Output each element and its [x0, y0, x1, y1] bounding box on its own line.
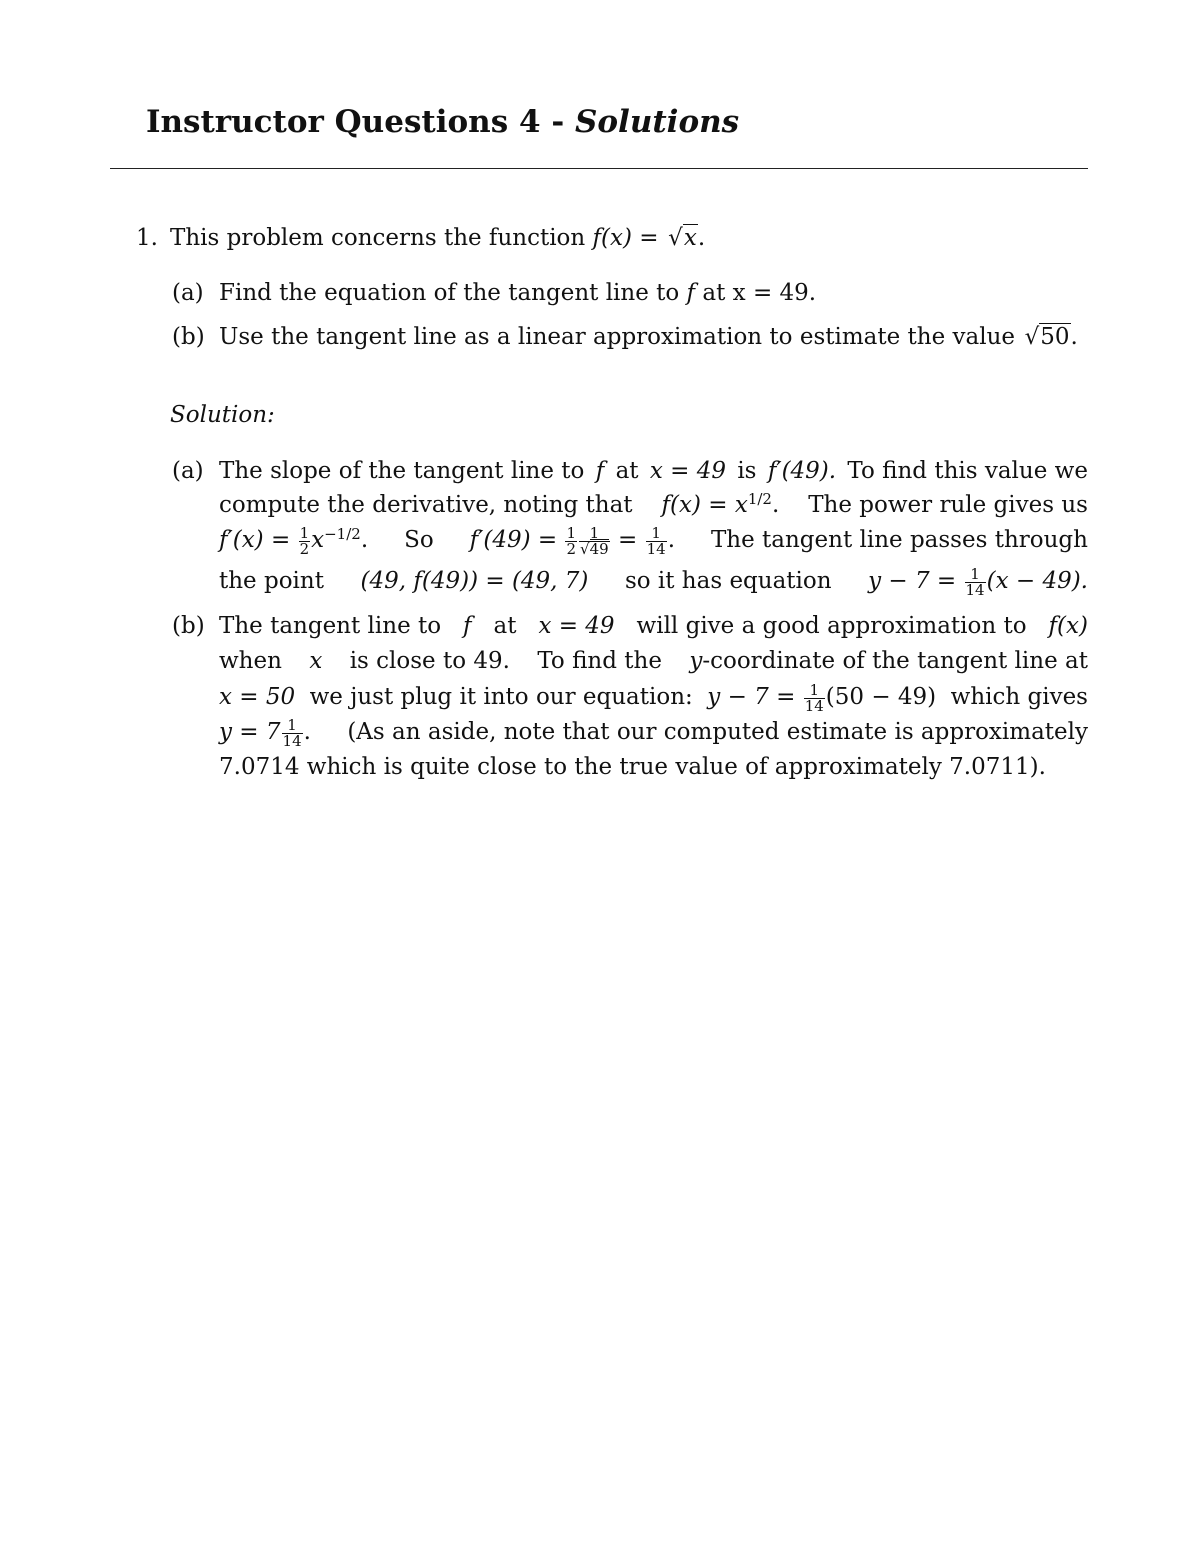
- sqrt-50: √50: [1024, 324, 1070, 350]
- sb-l1-x49: x = 49: [538, 613, 615, 639]
- solution-a-label: (a): [172, 458, 204, 484]
- frac-1-14-c-den: 14: [804, 696, 824, 715]
- function-lhs: f(x): [592, 225, 632, 251]
- sa-l3-fpx: f′(x) =: [219, 527, 291, 553]
- frac-1-14-num: 1: [646, 526, 667, 542]
- sa-l1-end: To find this value we: [847, 458, 1088, 484]
- problem-intro-text: This problem concerns the function: [170, 225, 586, 251]
- frac-half-2: [565, 523, 577, 558]
- sa-l3-end: The tangent line passes through: [710, 527, 1088, 553]
- solution-b-line-4: [219, 716, 1088, 749]
- sa-l3-exp: −1/2: [324, 524, 361, 543]
- part-a-condition: x = 49.: [732, 280, 817, 306]
- part-b-label: (b): [172, 324, 205, 350]
- sa-l4-eq: [868, 565, 1088, 598]
- frac-half-2-den: 2: [566, 539, 577, 558]
- sa-l2-fx: $f(x) = x^{1/2}$.: [661, 489, 780, 518]
- solution-a-line-1: [219, 455, 1088, 487]
- sb-l1-f: f: [463, 613, 472, 639]
- solution-a-line-3: [219, 524, 1088, 557]
- frac-1-14: [646, 523, 667, 558]
- frac-half-den: 2: [299, 539, 310, 558]
- sb-l1-text: The tangent line to: [219, 613, 442, 639]
- frac-1-14-d-den: 14: [282, 731, 302, 750]
- sa-l2-fx-eq: f(x) = x: [661, 492, 748, 518]
- frac-inv-sqrt49: [579, 523, 610, 558]
- sb-l1-mid: will give a good approximation to: [636, 613, 1027, 639]
- frac-half-2-num: 1: [566, 523, 577, 542]
- sqrt-50-radicand: 50: [1040, 324, 1070, 350]
- sa-l1-fprime: f′(49).: [767, 458, 837, 484]
- sb-l4-result: y = 7 $\frac{1}{14}$ .: [219, 715, 311, 750]
- sb-l3-gives: which gives: [950, 684, 1088, 710]
- sqrt49-radicand: 49: [589, 539, 609, 558]
- frac-1-14-b-den: 14: [965, 580, 985, 599]
- frac-1-14-den: 14: [646, 539, 666, 558]
- sa-l3-eval: f′(49) = $\frac{1}{2}$ $\frac{1}{√49}$ = $\frac{1}{14}$ .: [469, 523, 675, 558]
- sa-l1-text: The slope of the tangent line to: [219, 458, 585, 484]
- problem-intro: This problem concerns the function f(x) = √x.: [170, 222, 705, 254]
- solution-heading: Solution:: [170, 402, 275, 428]
- sa-l4-mid: so it has equation: [624, 568, 832, 594]
- solution-b-line-3: [219, 681, 1088, 714]
- sb-l2-when: when: [219, 648, 282, 674]
- sqrt-x: √x: [668, 225, 697, 251]
- sa-l4-xm49: (x − 49).: [986, 568, 1088, 594]
- sa-l2-exp: 1/2: [747, 489, 772, 508]
- frac-half-num: 1: [299, 523, 310, 542]
- solution-a-line-2: [219, 489, 1088, 521]
- title-divider: [110, 168, 1088, 169]
- sa-l3-fp49: f′(49) =: [469, 527, 558, 553]
- part-a-f: f: [686, 280, 696, 306]
- sb-l3-text: we just plug it into our equation:: [309, 684, 693, 710]
- frac-1-14-d-num: 1: [282, 718, 303, 734]
- part-b-question: Use the tangent line as a linear approximation to estimate the value √50.: [219, 321, 1078, 353]
- frac-1-14-c: [804, 680, 825, 715]
- sa-l1-f: f: [595, 458, 605, 484]
- sa-l3-so: So: [404, 527, 434, 553]
- sb-l2-coord: y-coordinate of the tangent line at: [689, 648, 1088, 674]
- frac-half: [299, 523, 311, 558]
- solution-a-line-4: [219, 565, 1088, 598]
- solution-b-label: (b): [172, 613, 205, 639]
- sqrt-x-radicand: x: [683, 225, 697, 251]
- solution-b-line-5: 7.0714 which is quite close to the true value of approximately 7.0711).: [219, 754, 1046, 780]
- sb-l3-eq: [707, 681, 936, 714]
- sb-l2-x: x: [309, 648, 323, 674]
- frac-1-14-b-num: 1: [965, 567, 986, 583]
- frac-1-14-c-num: 1: [804, 683, 825, 699]
- sa-l1-at: at: [615, 458, 639, 484]
- part-a-at: at: [702, 280, 726, 306]
- sb-l4-y7: y = 7: [219, 719, 281, 745]
- sb-l3-ym7: y − 7 =: [707, 684, 796, 710]
- part-a-text: Find the equation of the tangent line to: [219, 280, 680, 306]
- solution-b-line-1: [219, 610, 1088, 642]
- title-main: Instructor Questions 4 -: [146, 104, 575, 140]
- part-a-label: (a): [172, 280, 204, 306]
- sa-l2-end: The power rule gives us: [808, 492, 1088, 518]
- frac-inv-sqrt49-den: √49: [580, 539, 609, 558]
- sa-l1-is: is: [737, 458, 757, 484]
- sb-l2-coord-text: -coordinate of the tangent line at: [702, 648, 1088, 674]
- frac-1-14-b: [965, 564, 986, 599]
- sb-l4-aside: (As an aside, note that our computed estimate is approximately: [347, 719, 1088, 745]
- part-b-text: Use the tangent line as a linear approximation to estimate the value: [219, 324, 1015, 350]
- sa-l2-text: compute the derivative, noting that: [219, 492, 633, 518]
- sa-l4-ym7: y − 7 =: [868, 568, 957, 594]
- solution-b-line-2: [219, 645, 1088, 677]
- title-italic: Solutions: [574, 104, 740, 140]
- part-a-question: [219, 277, 816, 309]
- sb-l1-fx: f(x): [1048, 613, 1088, 639]
- sb-l1-at: at: [493, 613, 517, 639]
- sa-l4-text: the point: [219, 568, 324, 594]
- sb-l3-x50: x = 50: [219, 684, 296, 710]
- sb-l3-5049: (50 − 49): [825, 684, 937, 710]
- sa-l3-fprime-x: f′(x) = $\frac{1}{2}$ $x^{-1/2}$.: [219, 523, 369, 558]
- sb-l2-find: To find the: [537, 648, 662, 674]
- sb-l2-close: is close to 49.: [349, 648, 510, 674]
- page-title: [146, 104, 739, 140]
- sa-l1-x49: x = 49: [649, 458, 726, 484]
- frac-inv-sqrt49-num: 1: [579, 526, 610, 542]
- sa-l4-point: (49, f(49)) = (49, 7): [360, 568, 589, 594]
- frac-1-14-d: [282, 715, 303, 750]
- equals-sign: =: [639, 225, 659, 251]
- problem-number: 1.: [136, 225, 158, 251]
